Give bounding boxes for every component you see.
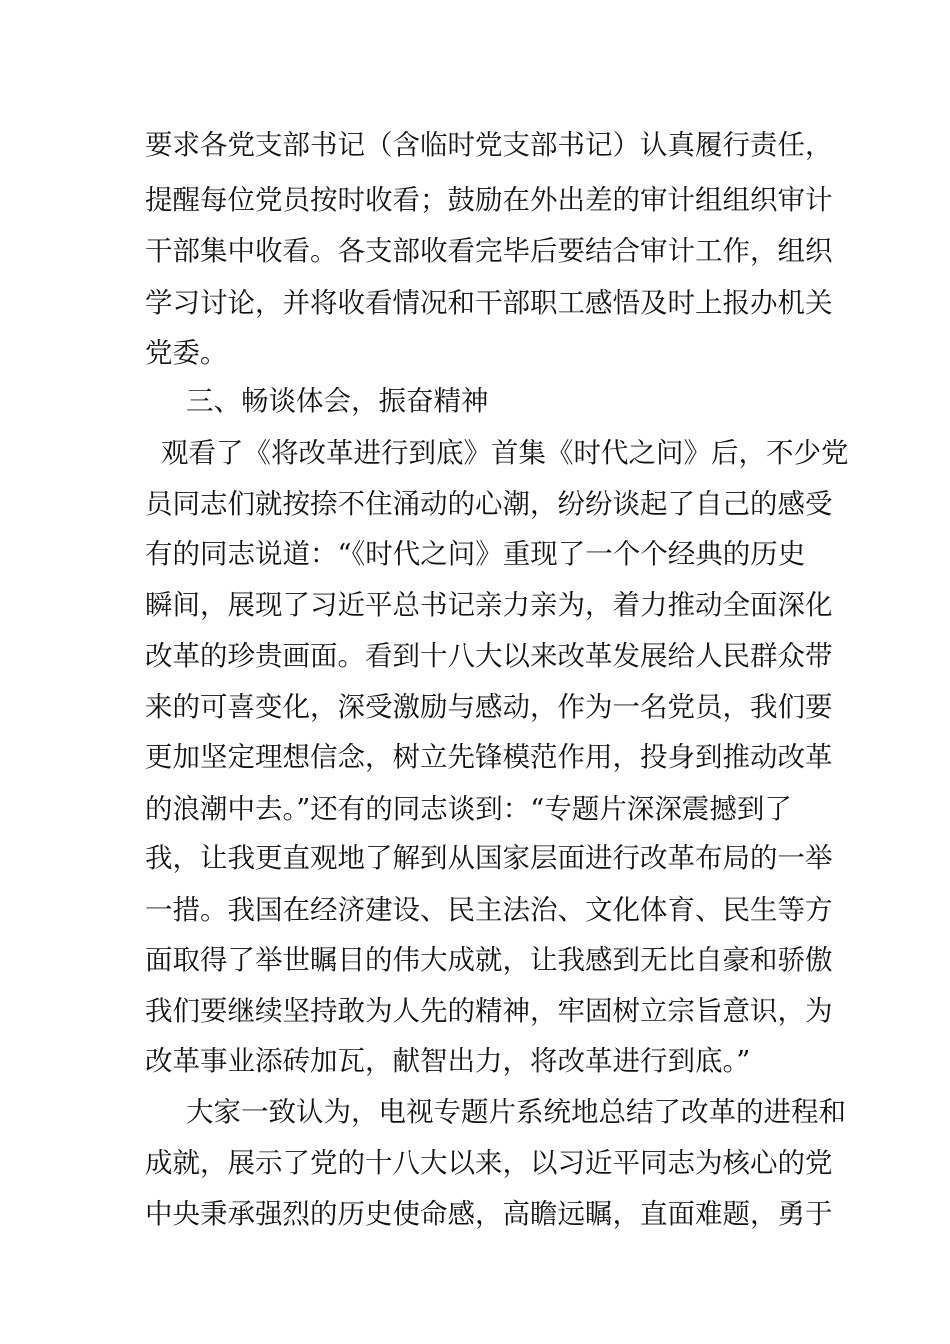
text-line: 改革事业添砖加瓦，献智出力，将改革进行到底。”: [145, 1045, 751, 1077]
text-line: 观看了《将改革进行到底》首集《时代之问》后，不少党: [161, 437, 849, 469]
text-line: 我们要继续坚持敢为人先的精神，牢固树立宗旨意识，为: [145, 995, 833, 1027]
text-line: 成就，展示了党的十八大以来，以习近平同志为核心的党: [145, 1147, 833, 1179]
text-line: 的浪潮中去。”还有的同志谈到：“专题片深深震撼到了: [145, 793, 792, 825]
text-line: 中央秉承强烈的历史使命感，高瞻远瞩，直面难题，勇于: [145, 1198, 833, 1230]
section-heading: 三、畅谈体会，振奋精神: [186, 385, 489, 417]
text-line: 员同志们就按捺不住涌动的心潮，纷纷谈起了自己的感受: [145, 488, 833, 520]
text-line: 大家一致认为，电视专题片系统地总结了改革的进程和: [186, 1096, 846, 1128]
text-line: 一措。我国在经济建设、民主法治、文化体育、民生等方: [145, 894, 833, 926]
text-line: 瞬间，展现了习近平总书记亲力亲为，着力推动全面深化: [145, 589, 833, 621]
text-line: 我，让我更直观地了解到从国家层面进行改革布局的一举: [145, 842, 833, 874]
text-line: 有的同志说道：“《时代之问》重现了一个个经典的历史: [145, 538, 806, 570]
text-line: 党委。: [145, 337, 228, 369]
text-line: 提醒每位党员按时收看；鼓励在外出差的审计组组织审计: [145, 184, 833, 216]
text-line: 来的可喜变化，深受激励与感动，作为一名党员，我们要: [145, 691, 833, 723]
text-line: 学习讨论，并将收看情况和干部职工感悟及时上报办机关: [145, 287, 833, 319]
text-line: 面取得了举世瞩目的伟大成就，让我感到无比自豪和骄傲: [145, 944, 833, 976]
text-line: 改革的珍贵画面。看到十八大以来改革发展给人民群众带: [145, 640, 833, 672]
text-line: 干部集中收看。各支部收看完毕后要结合审计工作，组织: [145, 235, 833, 267]
text-line: 更加坚定理想信念，树立先锋模范作用，投身到推动改革: [145, 741, 833, 773]
text-line: 要求各党支部书记（含临时党支部书记）认真履行责任，: [145, 129, 833, 161]
